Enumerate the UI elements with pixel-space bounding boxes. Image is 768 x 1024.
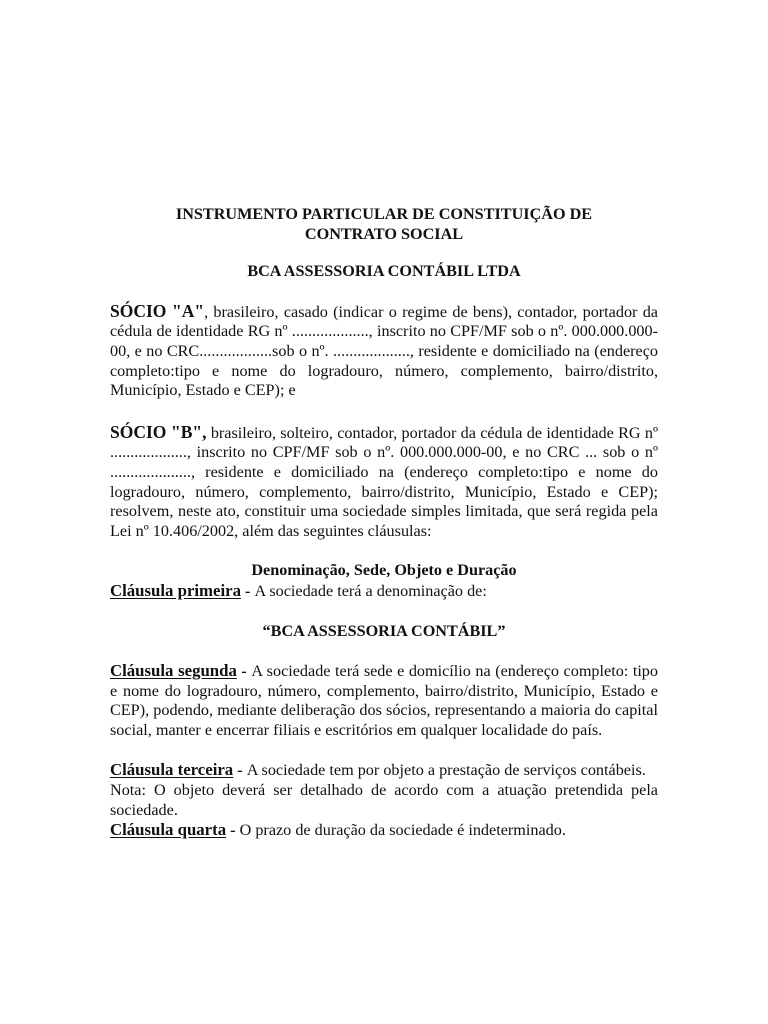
socio-b-text: brasileiro, solteiro, contador, portador da cédula de identidade RG nº ..................., inscrito no CPF/MF sob o nº. 000.000.000-00, e no CRC ... sob o nº ...................., residente e domiciliado na (endereço completo:tipo e nome do logradouro, número, complemento, bairro/distrito, Município, Estado e CEP); resolvem, neste ato, constituir uma sociedade simples limitada, que será regida pela Lei nº 10.406/2002, além das seguintes cláusulas: [110,423,658,540]
socio-b-label: SÓCIO "B", [110,421,207,442]
clausula-terceira-note: Nota: O objeto deverá ser detalhado de acordo com a atuação pretendida pela sociedade. [110,781,658,819]
section-heading: Denominação, Sede, Objeto e Duração [251,561,517,580]
clausula-terceira-label: Cláusula terceira [110,760,234,780]
clausula-quarta-paragraph [110,820,658,841]
clausula-quarta-label: Cláusula quarta [110,820,227,840]
clausula-segunda-dash: - [236,662,252,681]
quoted-company-name: “BCA ASSESSORIA CONTÁBIL” [262,621,506,640]
socio-b-paragraph [110,423,658,542]
clausula-quarta-dash: - [226,821,240,840]
document-page [110,205,658,841]
document-title-line1: INSTRUMENTO PARTICULAR DE CONSTITUIÇÃO DE [175,205,593,223]
clausula-segunda-paragraph [110,661,658,740]
document-title-line2: CONTRATO SOCIAL [304,224,464,243]
clausula-primeira-label: Cláusula primeira [110,580,241,600]
clausula-quarta-text: O prazo de duração da sociedade é indeterminado. [239,821,566,840]
socio-a-text: , brasileiro, casado (indicar o regime de bens), contador, portador da cédula de identidade RG nº ..................., inscrito no CPF/MF sob o nº. 000.000.000-00, e no CRC..................sob o nº. ..................., residente e domiciliado na (endereço completo:tipo e nome do logradouro, número, complemento, bairro/distrito, Município, Estado e CEP); e [110,302,658,400]
clausula-primeira-dash: - [241,581,255,600]
clausula-terceira-paragraph [110,760,658,781]
company-name: BCA ASSESSORIA CONTÁBIL LTDA [247,262,521,281]
socio-a-paragraph [110,302,658,401]
clausula-segunda-text: A sociedade terá sede e domicílio na (endereço completo: tipo e nome do logradouro, número, complemento, bairro/distrito, Município, Estado e CEP), podendo, mediante deliberação dos sócios, representando a maioria do capital social, manter e encerrar filiais e escritórios em qualquer localidade do país. [110,662,658,739]
clausula-primeira-text: A sociedade terá a denominação de: [254,581,487,600]
clausula-terceira-text: A sociedade tem por objeto a prestação de serviços contábeis. [246,761,646,780]
clausula-segunda-label: Cláusula segunda [110,661,237,681]
clausula-terceira-dash: - [233,761,247,780]
socio-a-label: SÓCIO "A" [110,300,205,321]
document-title [110,205,658,244]
clausula-primeira-paragraph [110,581,658,602]
